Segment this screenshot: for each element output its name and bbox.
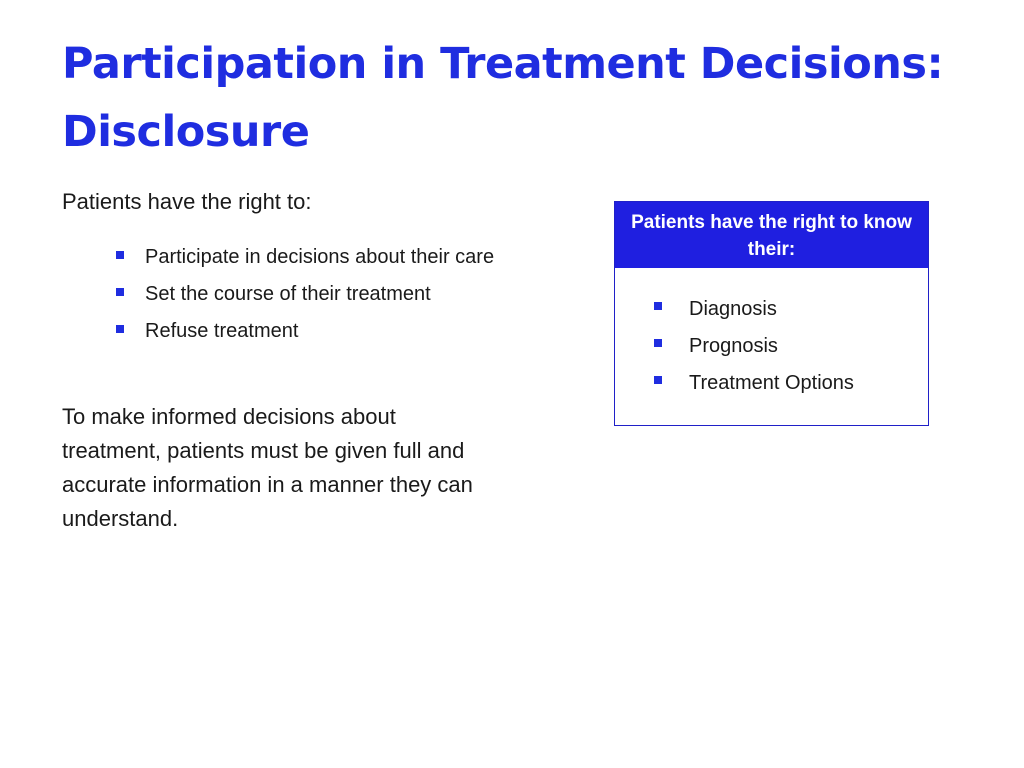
list-item-label: Diagnosis <box>689 298 777 320</box>
slide-title: Participation in Treatment Decisions: Disclosure <box>62 39 944 157</box>
square-bullet-icon <box>654 376 662 384</box>
square-bullet-icon <box>116 325 124 333</box>
list-item-label: Set the course of their treatment <box>145 283 431 305</box>
list-item-label: Participate in decisions about their care <box>145 246 495 268</box>
know-their-panel <box>614 201 929 426</box>
square-bullet-icon <box>116 288 124 296</box>
list-item <box>112 279 512 310</box>
list-item <box>651 331 854 362</box>
list-item-label: Refuse treatment <box>145 320 299 342</box>
intro-text: Patients have the right to: <box>62 189 312 214</box>
panel-list <box>651 294 854 405</box>
rights-list <box>112 242 512 353</box>
list-item <box>112 316 512 347</box>
square-bullet-icon <box>654 302 662 310</box>
list-item <box>651 294 854 325</box>
summary-text: To make informed decisions about treatment, patients must be given full and accurate information in a manner they can understand. <box>62 404 473 531</box>
list-item <box>112 242 512 273</box>
square-bullet-icon <box>654 339 662 347</box>
list-item <box>651 368 854 399</box>
panel-header: Patients have the right to know their: <box>615 202 928 268</box>
list-item-label: Prognosis <box>689 335 778 357</box>
square-bullet-icon <box>116 251 124 259</box>
list-item-label: Treatment Options <box>689 372 854 394</box>
